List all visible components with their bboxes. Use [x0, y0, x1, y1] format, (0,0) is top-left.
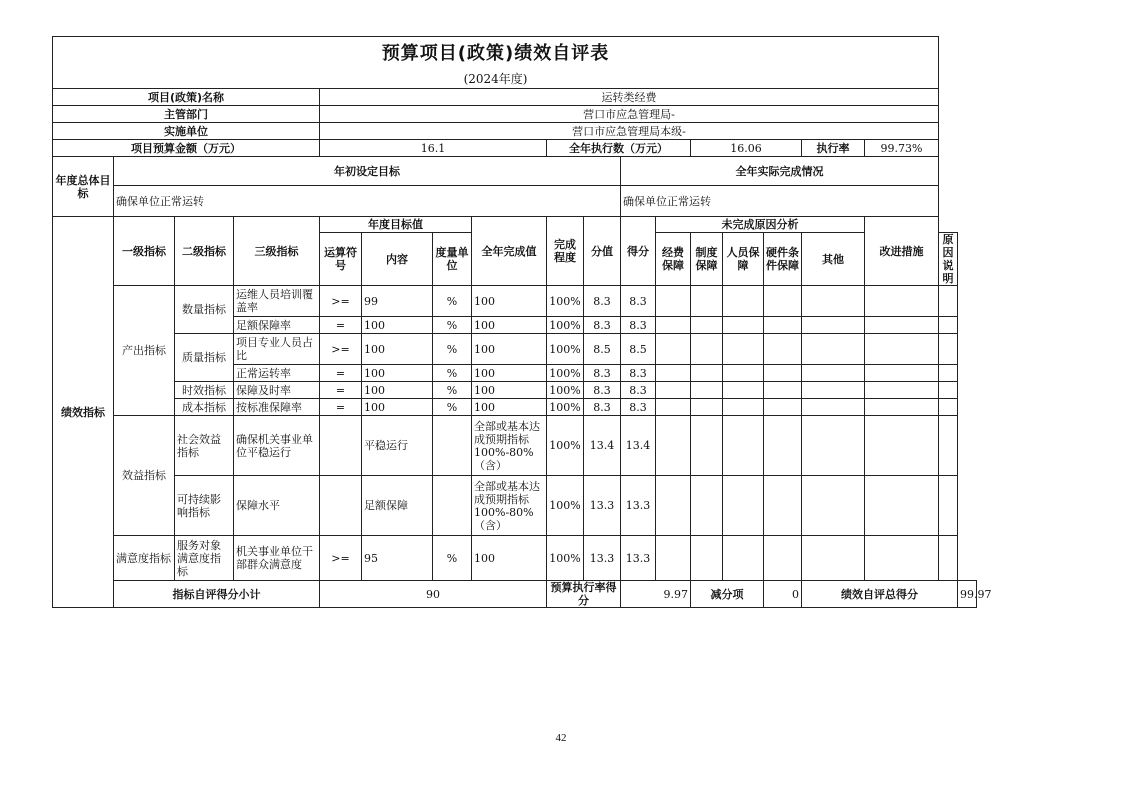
operator-cell: >=	[320, 334, 362, 365]
indicator-name: 足额保障率	[234, 317, 320, 334]
empty-cell	[764, 476, 802, 536]
empty-cell	[764, 399, 802, 416]
empty-cell	[865, 399, 939, 416]
level3-header: 三级指标	[234, 217, 320, 286]
content-cell: 100	[362, 382, 433, 399]
group-output: 产出指标	[114, 286, 175, 416]
empty-cell	[691, 399, 723, 416]
actual-cell: 100	[472, 286, 547, 317]
content-cell: 95	[362, 536, 433, 581]
got-cell: 8.5	[621, 334, 656, 365]
performance-evaluation-table	[52, 36, 992, 608]
empty-cell	[656, 334, 691, 365]
unit-cell	[433, 476, 472, 536]
degree-cell: 100%	[547, 286, 584, 317]
budget-score-label: 预算执行率得分	[547, 581, 621, 608]
score-cell: 8.3	[584, 399, 621, 416]
group-social: 社会效益指标	[175, 416, 234, 476]
empty-cell	[723, 286, 764, 317]
department-value: 营口市应急管理局-	[320, 106, 939, 123]
empty-cell	[865, 365, 939, 382]
department-label: 主管部门	[53, 106, 320, 123]
empty-cell	[764, 536, 802, 581]
got-cell: 8.3	[621, 382, 656, 399]
group-service: 服务对象满意度指标	[175, 536, 234, 581]
degree-cell: 100%	[547, 334, 584, 365]
empty-cell	[691, 476, 723, 536]
actual-cell: 全部或基本达成预期指标100%-80%（含）	[472, 416, 547, 476]
group-timeliness: 时效指标	[175, 382, 234, 399]
project-name-label: 项目(政策)名称	[53, 89, 320, 106]
empty-cell	[939, 416, 958, 476]
score-cell: 8.3	[584, 286, 621, 317]
content-cell: 100	[362, 317, 433, 334]
content-cell: 足额保障	[362, 476, 433, 536]
execution-rate-value: 99.73%	[865, 140, 939, 157]
empty-cell	[656, 286, 691, 317]
performance-indicators-label: 绩效指标	[53, 217, 114, 608]
implementing-unit-label: 实施单位	[53, 123, 320, 140]
empty-cell	[764, 382, 802, 399]
full-year-value-header: 全年完成值	[472, 217, 547, 286]
empty-cell	[802, 382, 865, 399]
subtotal-label: 指标自评得分小计	[114, 581, 320, 608]
funding-header: 经费保障	[656, 233, 691, 286]
empty-cell	[723, 365, 764, 382]
empty-cell	[802, 365, 865, 382]
got-cell: 8.3	[621, 286, 656, 317]
empty-cell	[939, 399, 958, 416]
empty-cell	[723, 476, 764, 536]
actual-cell: 全部或基本达成预期指标100%-80%（含）	[472, 476, 547, 536]
empty-cell	[691, 382, 723, 399]
indicator-name: 正常运转率	[234, 365, 320, 382]
other-header: 其他	[802, 233, 865, 286]
group-quantity: 数量指标	[175, 286, 234, 334]
actual-cell: 100	[472, 334, 547, 365]
empty-cell	[865, 286, 939, 317]
empty-cell	[939, 365, 958, 382]
unit-cell: %	[433, 399, 472, 416]
empty-cell	[691, 416, 723, 476]
page-number: 42	[555, 732, 567, 744]
group-satisfaction: 满意度指标	[114, 536, 175, 581]
total-score-value: 99.97	[958, 581, 977, 608]
score-cell: 8.3	[584, 317, 621, 334]
content-header: 内容	[362, 233, 433, 286]
operator-cell: =	[320, 317, 362, 334]
level2-header: 二级指标	[175, 217, 234, 286]
unit-cell: %	[433, 536, 472, 581]
budget-amount-label: 项目预算金额（万元）	[53, 140, 320, 157]
unit-cell: %	[433, 286, 472, 317]
degree-cell: 100%	[547, 416, 584, 476]
score-cell: 8.3	[584, 365, 621, 382]
got-cell: 13.3	[621, 476, 656, 536]
implementing-unit-value: 营口市应急管理局本级-	[320, 123, 939, 140]
empty-cell	[939, 334, 958, 365]
empty-cell	[939, 476, 958, 536]
content-cell: 100	[362, 399, 433, 416]
group-quality: 质量指标	[175, 334, 234, 382]
unfinished-analysis-header: 未完成原因分析	[656, 217, 865, 233]
unit-cell: %	[433, 365, 472, 382]
operator-cell: >=	[320, 536, 362, 581]
empty-cell	[723, 536, 764, 581]
execution-amount-value: 16.06	[691, 140, 802, 157]
empty-cell	[865, 317, 939, 334]
empty-cell	[939, 382, 958, 399]
execution-rate-label: 执行率	[802, 140, 865, 157]
table-year: (2024年度)	[53, 71, 939, 89]
project-name-value: 运转类经费	[320, 89, 939, 106]
got-cell: 13.3	[621, 536, 656, 581]
score-header: 分值	[584, 217, 621, 286]
empty-cell	[691, 536, 723, 581]
empty-cell	[865, 476, 939, 536]
empty-cell	[656, 317, 691, 334]
unit-cell	[433, 416, 472, 476]
empty-cell	[865, 382, 939, 399]
empty-cell	[656, 399, 691, 416]
score-cell: 13.4	[584, 416, 621, 476]
actual-cell: 100	[472, 382, 547, 399]
level1-header: 一级指标	[114, 217, 175, 286]
degree-cell: 100%	[547, 476, 584, 536]
operator-header: 运算符号	[320, 233, 362, 286]
degree-cell: 100%	[547, 382, 584, 399]
empty-cell	[939, 536, 958, 581]
empty-cell	[802, 476, 865, 536]
initial-goal-text: 确保单位正常运转	[114, 186, 621, 217]
empty-cell	[656, 382, 691, 399]
system-header: 制度保障	[691, 233, 723, 286]
empty-cell	[764, 334, 802, 365]
actual-cell: 100	[472, 399, 547, 416]
empty-cell	[723, 399, 764, 416]
empty-cell	[865, 334, 939, 365]
indicator-name: 保障水平	[234, 476, 320, 536]
operator-cell: =	[320, 399, 362, 416]
content-cell: 100	[362, 365, 433, 382]
operator-cell	[320, 476, 362, 536]
actual-cell: 100	[472, 317, 547, 334]
reason-header: 原因说明	[939, 233, 958, 286]
completion-degree-header: 完成程度	[547, 217, 584, 286]
empty-cell	[691, 317, 723, 334]
content-cell: 99	[362, 286, 433, 317]
degree-cell: 100%	[547, 317, 584, 334]
score-cell: 13.3	[584, 476, 621, 536]
deduction-value: 0	[764, 581, 802, 608]
actual-completion-header: 全年实际完成情况	[621, 157, 939, 186]
empty-cell	[691, 365, 723, 382]
indicator-name: 运维人员培训覆盖率	[234, 286, 320, 317]
degree-cell: 100%	[547, 365, 584, 382]
group-cost: 成本指标	[175, 399, 234, 416]
indicator-name: 项目专业人员占比	[234, 334, 320, 365]
empty-cell	[723, 334, 764, 365]
got-cell: 13.4	[621, 416, 656, 476]
empty-cell	[802, 334, 865, 365]
unit-cell: %	[433, 334, 472, 365]
empty-cell	[865, 416, 939, 476]
empty-cell	[802, 416, 865, 476]
actual-completion-text: 确保单位正常运转	[621, 186, 939, 217]
table-title: 预算项目(政策)绩效自评表	[53, 37, 939, 71]
empty-cell	[656, 365, 691, 382]
degree-cell: 100%	[547, 536, 584, 581]
hardware-header: 硬件条件保障	[764, 233, 802, 286]
empty-cell	[656, 536, 691, 581]
actual-cell: 100	[472, 365, 547, 382]
budget-score-value: 9.97	[621, 581, 691, 608]
unit-cell: %	[433, 382, 472, 399]
empty-cell	[764, 286, 802, 317]
operator-cell: =	[320, 365, 362, 382]
operator-cell: >=	[320, 286, 362, 317]
budget-amount-value: 16.1	[320, 140, 547, 157]
execution-amount-label: 全年执行数（万元）	[547, 140, 691, 157]
improvement-header: 改进措施	[865, 217, 939, 286]
operator-cell	[320, 416, 362, 476]
got-cell: 8.3	[621, 317, 656, 334]
operator-cell: =	[320, 382, 362, 399]
personnel-header: 人员保障	[723, 233, 764, 286]
empty-cell	[802, 399, 865, 416]
empty-cell	[656, 476, 691, 536]
initial-goal-header: 年初设定目标	[114, 157, 621, 186]
indicator-name: 保障及时率	[234, 382, 320, 399]
empty-cell	[656, 416, 691, 476]
annual-goal-label: 年度总体目标	[53, 157, 114, 217]
score-cell: 8.5	[584, 334, 621, 365]
degree-cell: 100%	[547, 399, 584, 416]
score-cell: 8.3	[584, 382, 621, 399]
group-sustainable: 可持续影响指标	[175, 476, 234, 536]
actual-cell: 100	[472, 536, 547, 581]
empty-cell	[764, 365, 802, 382]
total-score-label: 绩效自评总得分	[802, 581, 958, 608]
empty-cell	[764, 317, 802, 334]
empty-cell	[939, 286, 958, 317]
content-cell: 100	[362, 334, 433, 365]
indicator-name: 机关事业单位干部群众满意度	[234, 536, 320, 581]
subtotal-value: 90	[320, 581, 547, 608]
annual-target-header: 年度目标值	[320, 217, 472, 233]
got-cell: 8.3	[621, 399, 656, 416]
empty-cell	[691, 334, 723, 365]
empty-cell	[723, 382, 764, 399]
empty-cell	[939, 317, 958, 334]
got-score-header: 得分	[621, 217, 656, 286]
content-cell: 平稳运行	[362, 416, 433, 476]
empty-cell	[764, 416, 802, 476]
score-cell: 13.3	[584, 536, 621, 581]
empty-cell	[691, 286, 723, 317]
empty-cell	[802, 286, 865, 317]
empty-cell	[723, 317, 764, 334]
empty-cell	[802, 317, 865, 334]
indicator-name: 确保机关事业单位平稳运行	[234, 416, 320, 476]
deduction-label: 减分项	[691, 581, 764, 608]
empty-cell	[802, 536, 865, 581]
empty-cell	[723, 416, 764, 476]
group-benefit: 效益指标	[114, 416, 175, 536]
indicator-name: 按标准保障率	[234, 399, 320, 416]
got-cell: 8.3	[621, 365, 656, 382]
empty-cell	[865, 536, 939, 581]
unit-cell: %	[433, 317, 472, 334]
unit-header: 度量单位	[433, 233, 472, 286]
